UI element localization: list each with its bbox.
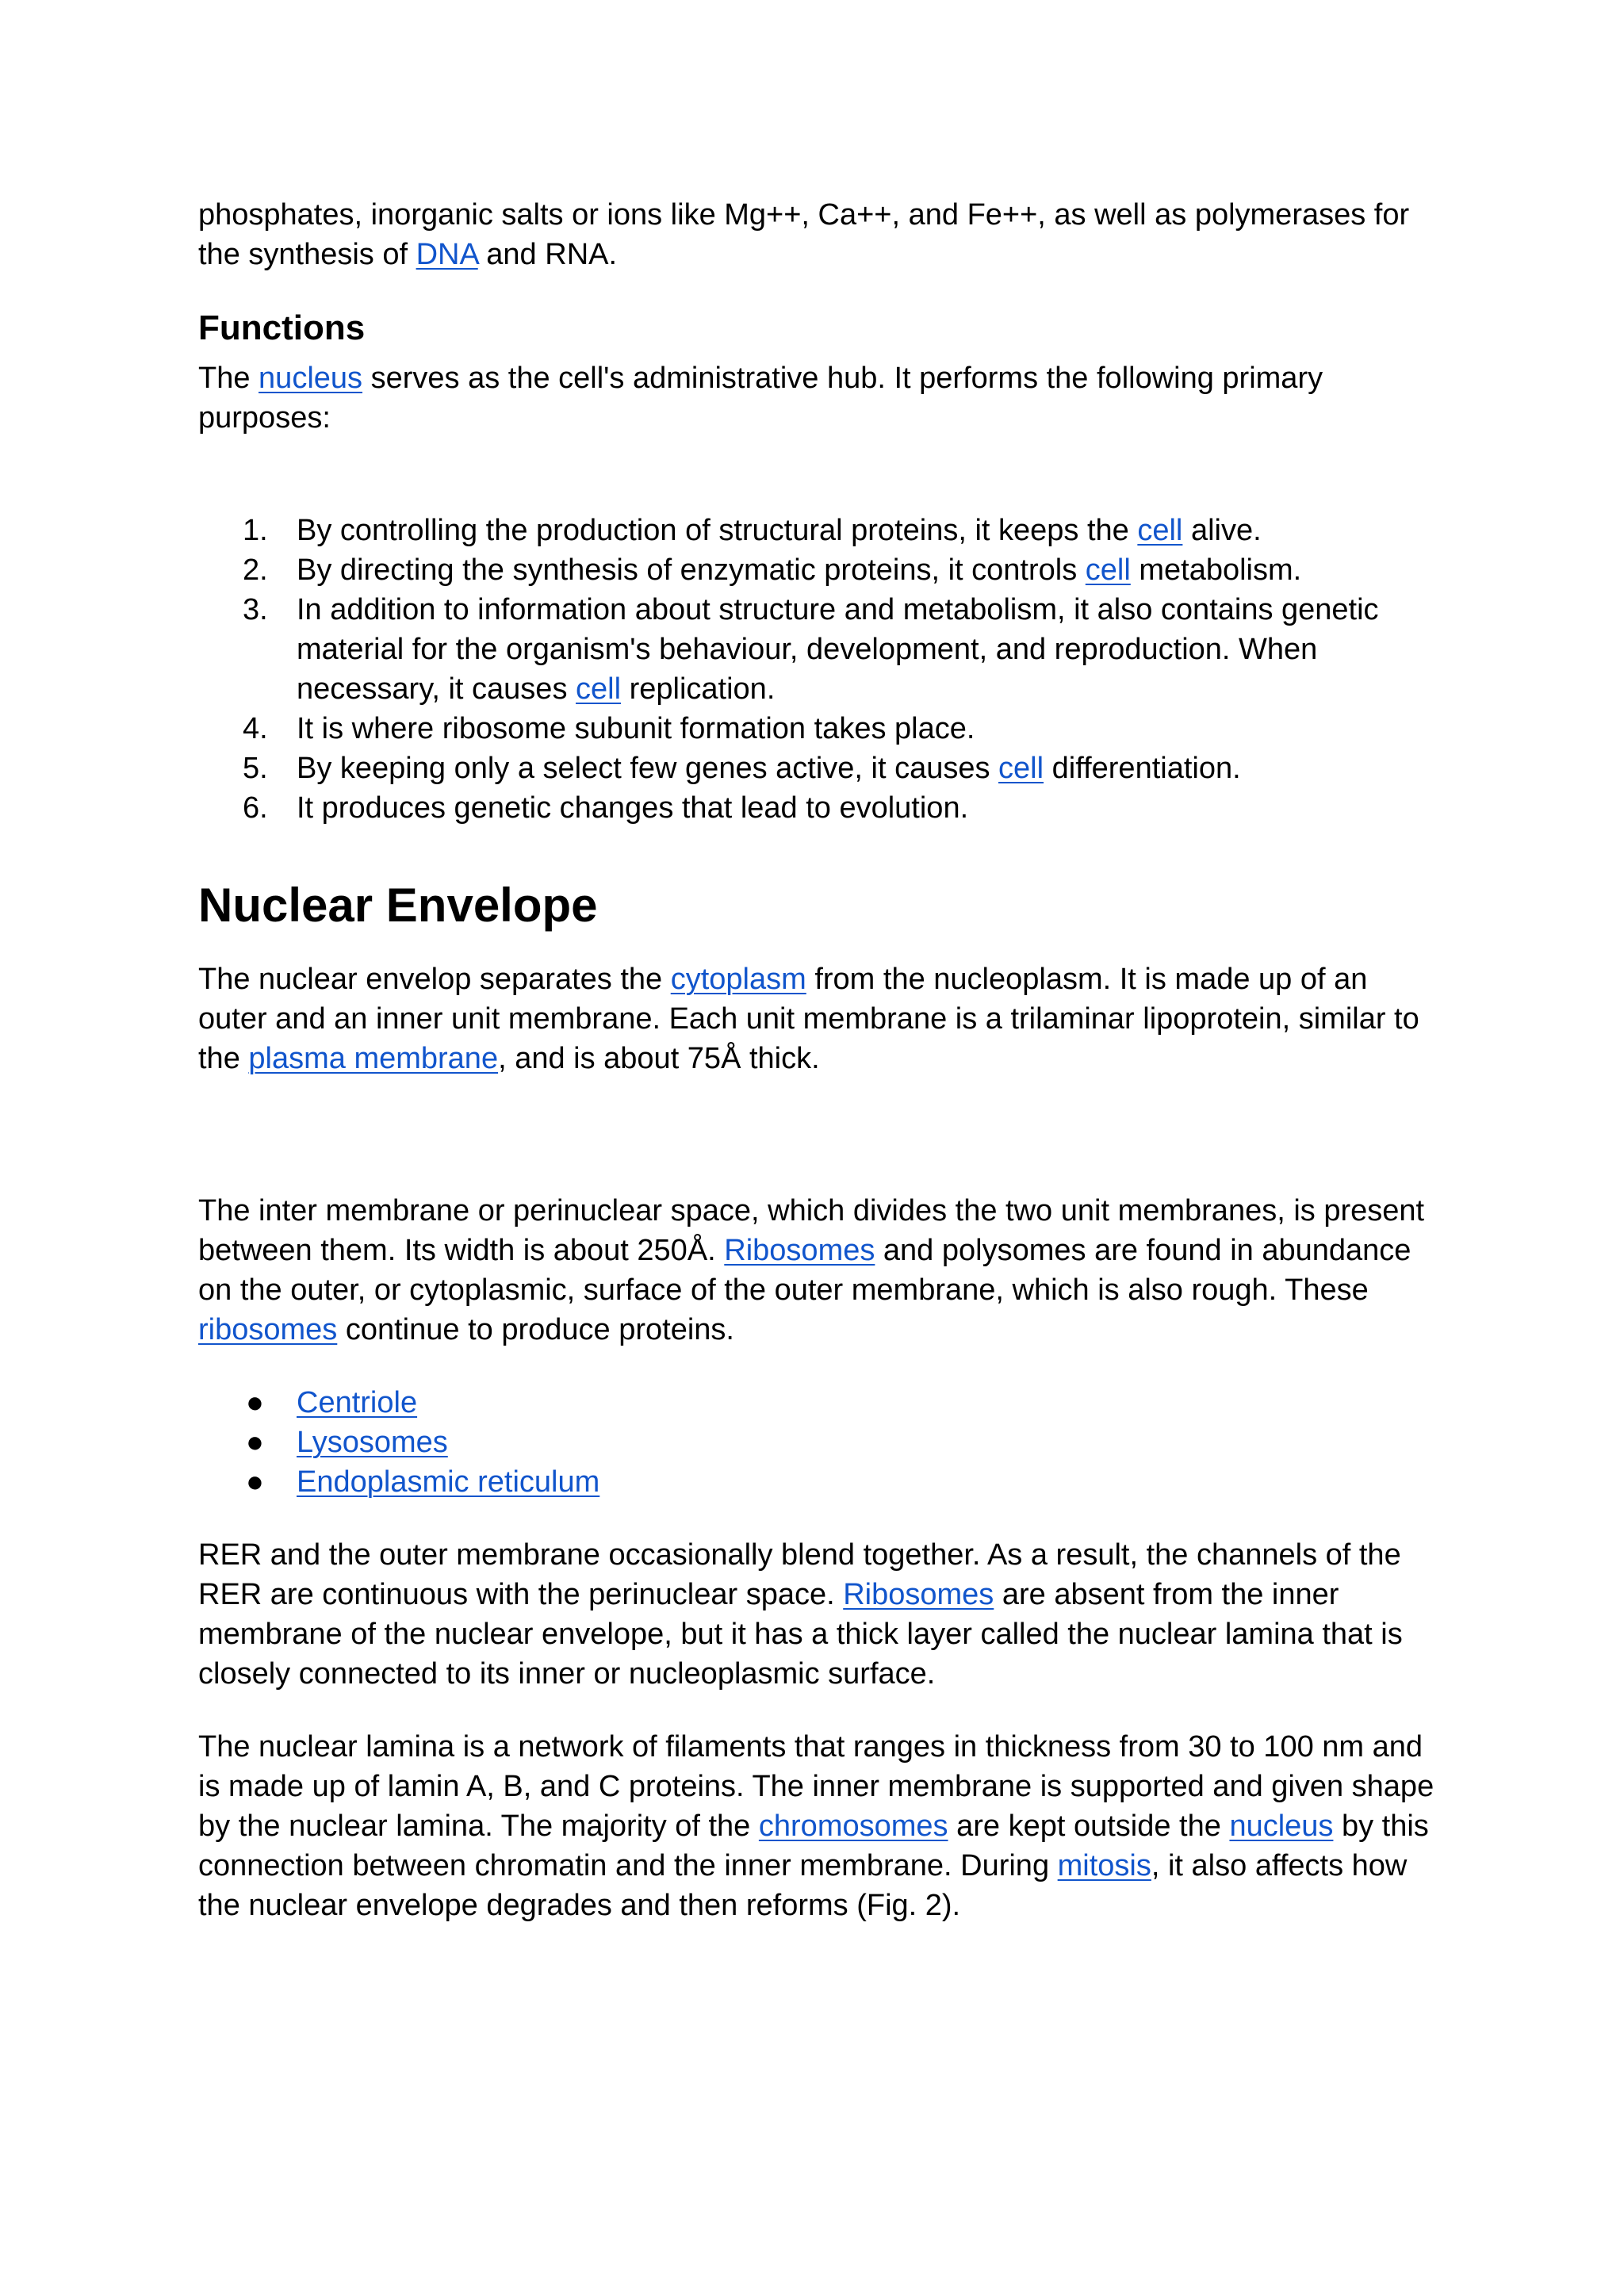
list-number: 2. bbox=[243, 553, 268, 587]
list-number: 5. bbox=[243, 752, 268, 785]
list-item: 4. It is where ribosome subunit formation takes place. bbox=[198, 709, 1404, 749]
list-item: 1. By controlling the production of structural proteins, it keeps the cell alive. bbox=[198, 511, 1404, 550]
bullet-icon: ● bbox=[246, 1426, 264, 1459]
envelope-paragraph-4: The nuclear lamina is a network of filaments that ranges in thickness from 30 to 100 nm and is made up of lamin A, B, and C proteins. The inner membrane is supported and given shape by the nuclear lamina. The majority of the chromosomes are kept outside the nucleus by this connection between chromatin and the inner membrane. During mitosis, it also affects how the nuclear envelope degrades and then reforms (Fig. 2). bbox=[198, 1730, 1434, 1922]
functions-heading: Functions bbox=[198, 308, 366, 347]
list-item bbox=[198, 1423, 1435, 1462]
nucleus-link-2[interactable]: nucleus bbox=[1229, 1810, 1334, 1843]
list-item: 5. By keeping only a select few genes active, it causes cell differentiation. bbox=[198, 749, 1404, 788]
functions-list bbox=[198, 511, 1404, 828]
ribosomes-link[interactable]: Ribosomes bbox=[724, 1234, 875, 1267]
cell-link[interactable]: cell bbox=[576, 672, 622, 706]
lysosomes-link[interactable]: Lysosomes bbox=[297, 1426, 448, 1459]
envelope-paragraph-2: The inter membrane or perinuclear space, which divides the two unit membranes, is present between them. Its width is about 250Å. Ribosomes and polysomes are found in abundance on the outer, or cytoplasmic, surface of the outer membrane, which is also rough. These ribosomes continue to produce proteins. bbox=[198, 1194, 1425, 1346]
cell-link[interactable]: cell bbox=[1137, 514, 1183, 547]
list-item: 6. It produces genetic changes that lead to evolution. bbox=[198, 788, 1404, 828]
cell-link[interactable]: cell bbox=[998, 752, 1044, 785]
list-item: 3. In addition to information about structure and metabolism, it also contains genetic material for the organism's behaviour, development, and reproduction. When necessary, it causes cell replication. bbox=[198, 590, 1391, 709]
list-number: 4. bbox=[243, 712, 268, 745]
document-page bbox=[198, 190, 1435, 1925]
centriole-link[interactable]: Centriole bbox=[297, 1386, 418, 1419]
ribosomes-link-3[interactable]: Ribosomes bbox=[843, 1578, 994, 1611]
list-number: 1. bbox=[243, 514, 268, 547]
intro-line-1: phosphates, inorganic salts or ions like Mg++, Ca++, and Fe++, as well as polymerases for bbox=[198, 198, 1410, 232]
bullet-icon: ● bbox=[246, 1386, 264, 1419]
functions-intro-paragraph: The nucleus serves as the cell's administrative hub. It performs the following primary purposes: bbox=[198, 362, 1323, 435]
list-item bbox=[198, 1383, 1435, 1423]
plasma-membrane-link[interactable]: plasma membrane bbox=[248, 1042, 499, 1075]
cytoplasm-link[interactable]: cytoplasm bbox=[670, 963, 806, 996]
intro-paragraph: phosphates, inorganic salts or ions like Mg++, Ca++, and Fe++, as well as polymerases for the synthesis of DNA and RNA. bbox=[198, 198, 1410, 271]
list-number: 3. bbox=[243, 593, 268, 626]
ribosomes-link-2[interactable]: ribosomes bbox=[198, 1313, 338, 1346]
list-item bbox=[198, 1462, 1435, 1502]
bullet-icon: ● bbox=[246, 1465, 264, 1499]
related-links-list bbox=[198, 1383, 1435, 1502]
endoplasmic-reticulum-link[interactable]: Endoplasmic reticulum bbox=[297, 1465, 600, 1499]
envelope-paragraph-1: The nuclear envelop separates the cytoplasm from the nucleoplasm. It is made up of an outer and an inner unit membrane. Each unit membrane is a trilaminar lipoprotein, similar to the plasma membrane, and is about 75Å thick. bbox=[198, 963, 1419, 1075]
mitosis-link[interactable]: mitosis bbox=[1057, 1849, 1151, 1882]
envelope-paragraph-3: RER and the outer membrane occasionally blend together. As a result, the channels of the RER are continuous with the perinuclear space. Ribosomes are absent from the inner membrane of the nuclear envelope, but it has a thick layer called the nuclear lamina that is closely connected to its inner or nucleoplasmic surface. bbox=[198, 1538, 1403, 1691]
list-item: 2. By directing the synthesis of enzymatic proteins, it controls cell metabolism. bbox=[198, 550, 1404, 590]
nucleus-link[interactable]: nucleus bbox=[259, 362, 363, 395]
list-number: 6. bbox=[243, 791, 268, 825]
dna-link[interactable]: DNA bbox=[416, 238, 478, 271]
cell-link[interactable]: cell bbox=[1085, 553, 1131, 587]
chromosomes-link[interactable]: chromosomes bbox=[758, 1810, 948, 1843]
nuclear-envelope-heading: Nuclear Envelope bbox=[198, 879, 598, 932]
